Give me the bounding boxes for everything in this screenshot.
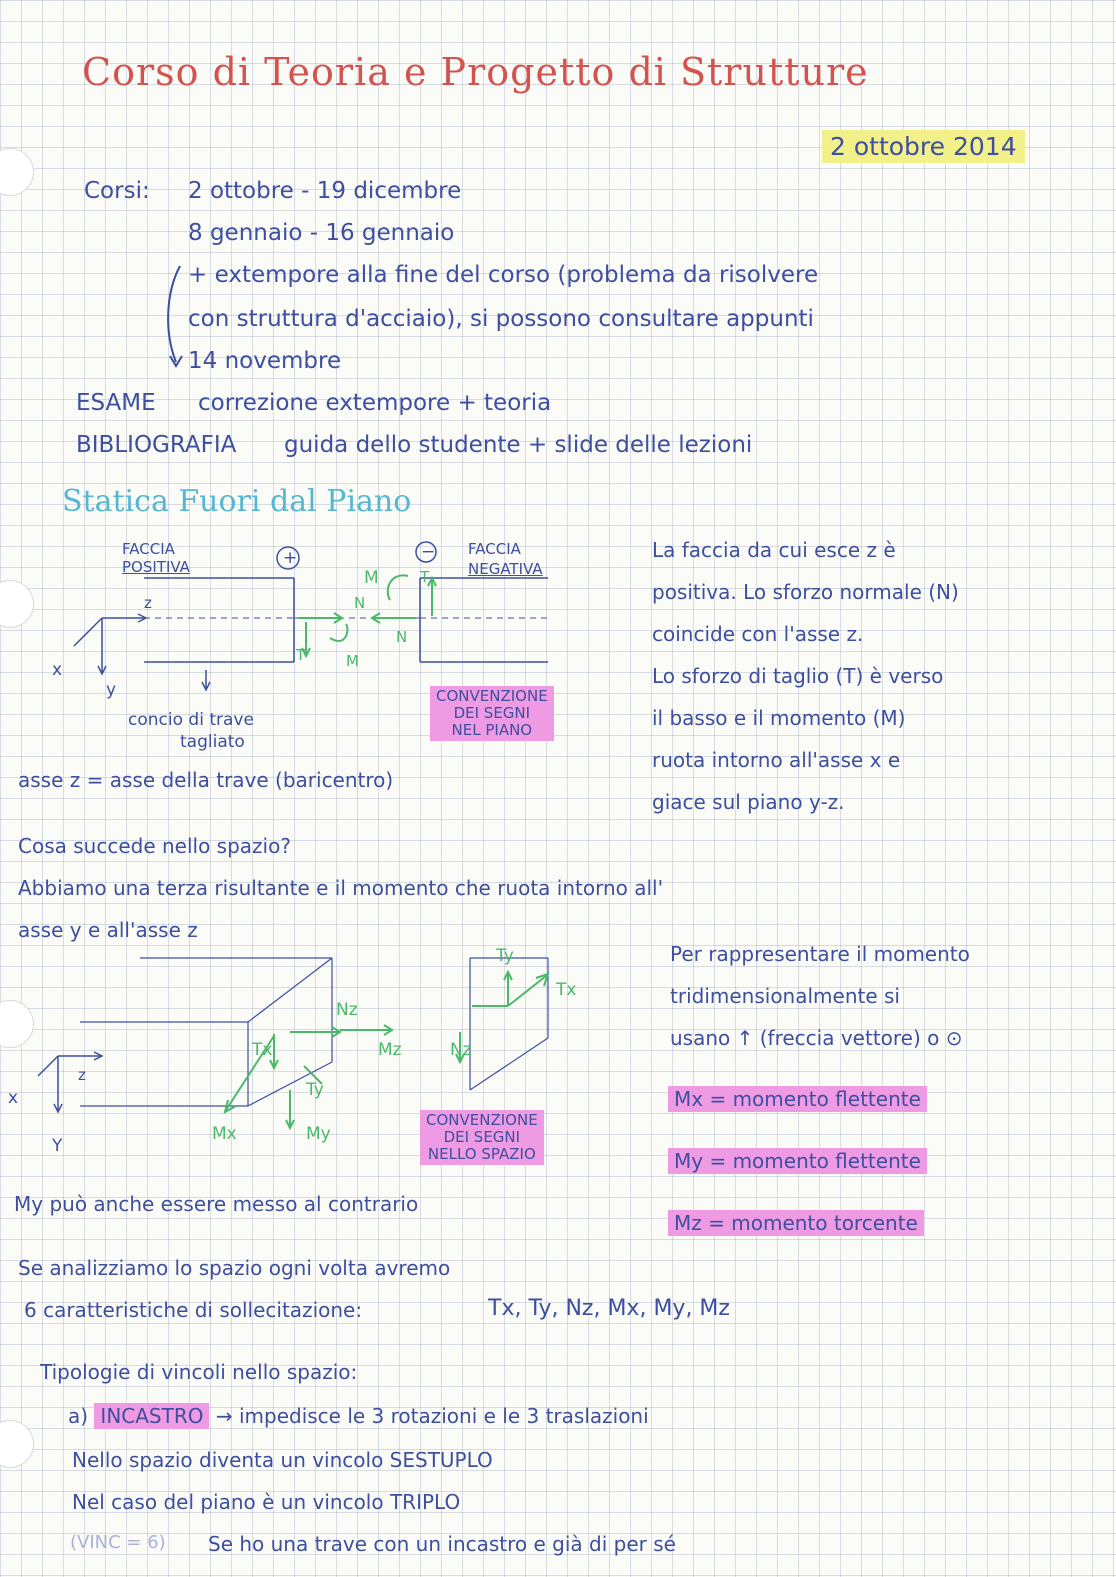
text-line: Se analizziamo lo spazio ogni volta avremo	[18, 1256, 451, 1280]
text-line: Se ho una trave con un incastro e già di per sé	[208, 1532, 676, 1556]
moment-text: = momento flettente	[709, 1149, 921, 1173]
axis-x-label: x	[8, 1088, 19, 1108]
beam-diagram-space	[20, 950, 640, 1190]
conv-line: CONVENZIONE	[436, 687, 548, 705]
axis-z-label: z	[144, 594, 152, 612]
question-line: Cosa succede nello spazio?	[18, 834, 291, 858]
Ty-label: Ty	[496, 946, 514, 966]
faccia-negativa-label: FACCIA	[468, 540, 521, 558]
text-line: Tipologie di vincoli nello spazio:	[40, 1360, 358, 1384]
note-line: coincide con l'asse z.	[652, 622, 864, 646]
binder-hole	[0, 1420, 34, 1468]
moment-symbol: Mz	[674, 1211, 702, 1235]
note-line: La faccia da cui esce z è	[652, 538, 896, 562]
Mx-label: Mx	[212, 1124, 237, 1144]
minus-sign: −	[421, 542, 436, 562]
note-line: ruota intorno all'asse x e	[652, 748, 901, 772]
note-line: positiva. Lo sforzo normale (N)	[652, 580, 959, 604]
text-line: My può anche essere messo al contrario	[14, 1192, 419, 1216]
faccia-negativa-label: NEGATIVA	[468, 560, 543, 578]
Ty-label: Ty	[306, 1080, 324, 1100]
list-marker: a)	[68, 1404, 89, 1428]
asse-z-note: asse z = asse della trave (baricentro)	[18, 768, 394, 792]
conv-line: DEI SEGNI	[443, 1128, 521, 1146]
conv-line: DEI SEGNI	[453, 704, 531, 722]
axis-x-label: x	[52, 660, 63, 680]
moment-definition	[668, 1210, 924, 1236]
Nz-label: Nz	[336, 1000, 358, 1020]
faccia-positiva-label: POSITIVA	[122, 558, 190, 576]
text-line: 6 caratteristiche di sollecitazione:	[24, 1298, 363, 1322]
page-title: Corso di Teoria e Progetto di Strutture	[82, 50, 869, 94]
section-title: Statica Fuori dal Piano	[62, 484, 412, 519]
shear-label: T	[420, 568, 430, 586]
concio-label: tagliato	[180, 732, 245, 752]
corsi-label: Corsi:	[84, 178, 150, 204]
text-line: Abbiamo una terza risultante e il momento che ruota intorno all'	[18, 876, 664, 900]
concio-label: concio di trave	[128, 710, 254, 730]
caratteristiche-list: Tx, Ty, Nz, Mx, My, Mz	[488, 1296, 730, 1321]
vinc-note: (VINC = 6)	[70, 1532, 166, 1553]
moment-label: M	[364, 568, 379, 588]
axis-z-label: z	[78, 1066, 86, 1084]
text-line: asse y e all'asse z	[18, 918, 198, 942]
incastro-text: → impedisce le 3 rotazioni e le 3 traslazioni	[215, 1404, 649, 1428]
normal-label: N	[354, 594, 366, 612]
binder-hole	[0, 580, 34, 628]
moment-label: M	[346, 652, 359, 670]
incastro-line	[68, 1404, 649, 1428]
moment-definition	[668, 1148, 927, 1174]
text-line: Nello spazio diventa un vincolo SESTUPLO	[72, 1448, 493, 1472]
corsi-line: + extempore alla fine del corso (problema da risolvere	[188, 262, 819, 288]
Nz-label: Nz	[450, 1040, 472, 1060]
note-line: tridimensionalmente si	[670, 984, 900, 1008]
moment-symbol: Mx	[674, 1087, 704, 1111]
axis-y-label: Y	[52, 1136, 63, 1156]
note-line: giace sul piano y-z.	[652, 790, 845, 814]
moment-text: = momento flettente	[709, 1087, 921, 1111]
corsi-line: 8 gennaio - 16 gennaio	[188, 220, 455, 246]
note-line: Per rappresentare il momento	[670, 942, 970, 966]
note-line: il basso e il momento (M)	[652, 706, 906, 730]
Tx-label: Tx	[556, 980, 577, 1000]
incastro-label: INCASTRO	[94, 1403, 209, 1429]
corsi-line: con struttura d'acciaio), si possono consultare appunti	[188, 306, 814, 332]
shear-label: T	[296, 646, 306, 664]
moment-symbol: My	[674, 1149, 704, 1173]
axis-y-label: y	[106, 680, 117, 700]
moment-text: = momento torcente	[708, 1211, 918, 1235]
binder-hole	[0, 148, 34, 196]
corsi-line: 14 novembre	[188, 348, 342, 374]
note-line: usano ↑ (freccia vettore) o ⊙	[670, 1026, 963, 1050]
bibliografia-label: BIBLIOGRAFIA	[76, 432, 237, 458]
text-line: Nel caso del piano è un vincolo TRIPLO	[72, 1490, 461, 1514]
My-label: My	[306, 1124, 331, 1144]
Tx-label: Tx	[252, 1040, 273, 1060]
esame-label: ESAME	[76, 390, 156, 416]
note-line: Lo sforzo di taglio (T) è verso	[652, 664, 944, 688]
corsi-line: 2 ottobre - 19 dicembre	[188, 178, 462, 204]
moment-definition	[668, 1086, 927, 1112]
conv-line: CONVENZIONE	[426, 1111, 538, 1129]
conv-line: NELLO SPAZIO	[427, 1145, 536, 1163]
bracket-arrow	[162, 262, 192, 372]
plus-sign: +	[283, 548, 298, 568]
bibliografia-text: guida dello studente + slide delle lezioni	[284, 432, 753, 458]
convenzione-piano-badge	[430, 686, 554, 741]
Mz-label: Mz	[378, 1040, 402, 1060]
esame-text: correzione extempore + teoria	[198, 390, 552, 416]
convenzione-spazio-badge	[420, 1110, 544, 1165]
normal-label: N	[396, 628, 408, 646]
conv-line: NEL PIANO	[451, 721, 533, 739]
date-highlight: 2 ottobre 2014	[822, 130, 1025, 163]
faccia-positiva-label: FACCIA	[122, 540, 175, 558]
